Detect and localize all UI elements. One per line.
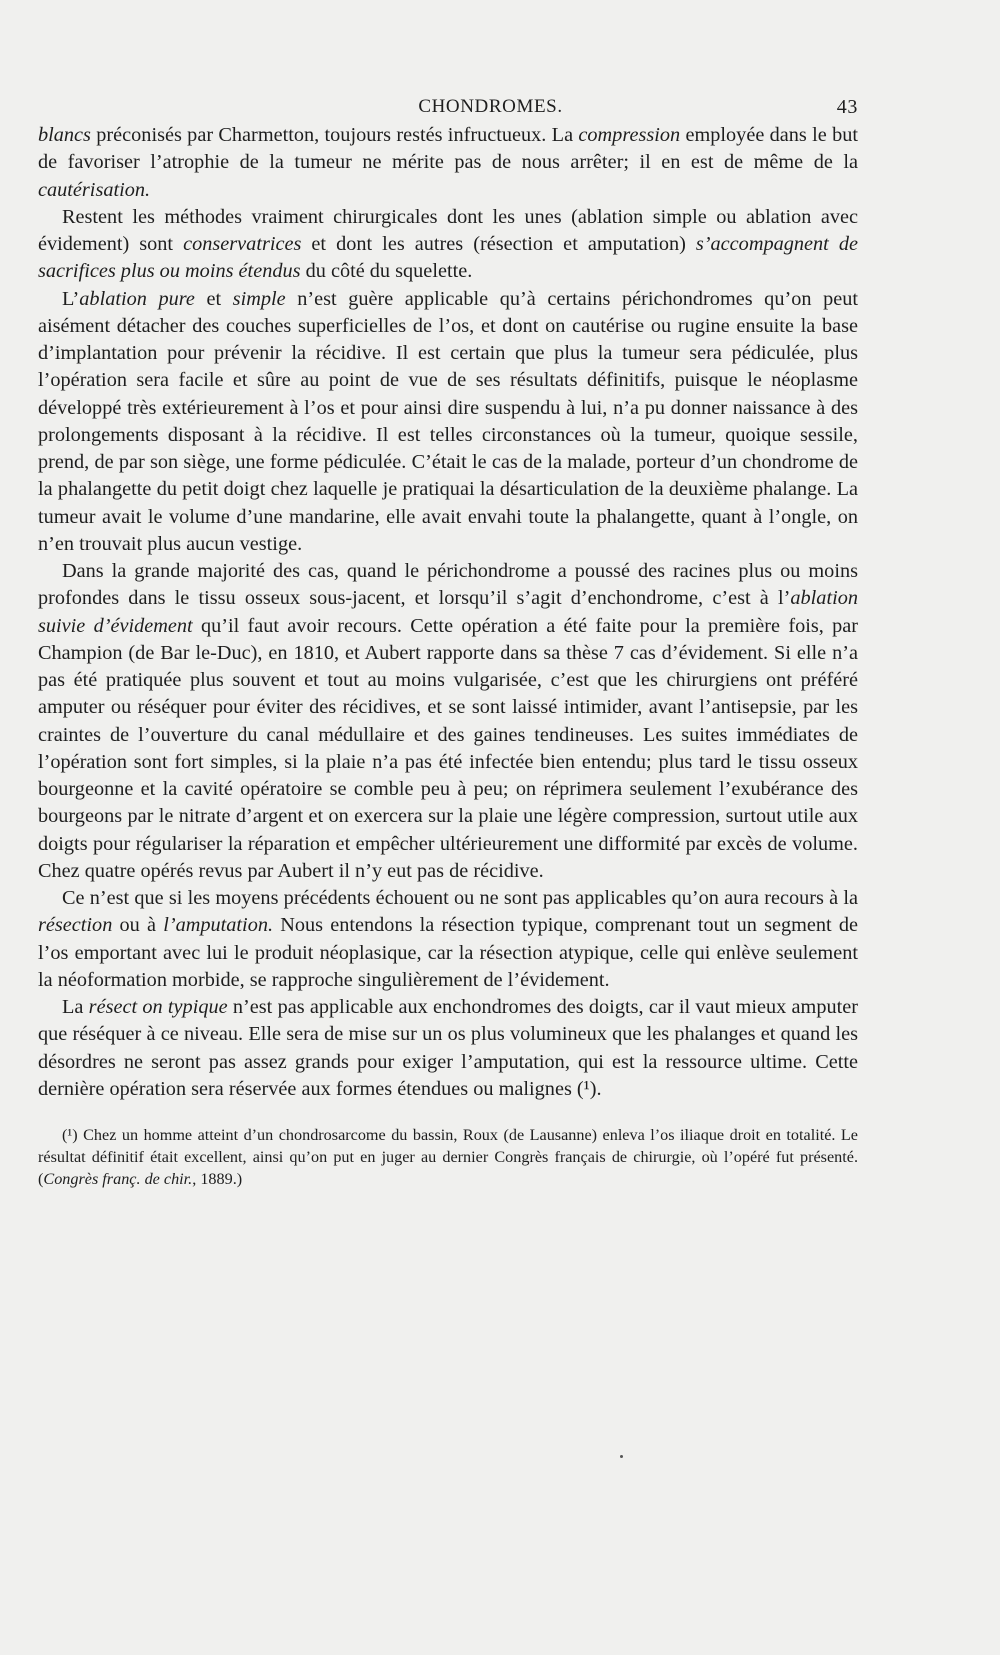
text-run: qu’il faut avoir recours. Cette opération a été faite pour la première fois, par Champion (de Bar le-Duc), en 1810, et Aubert rapporte dans sa thèse 7 cas d’évidement. Si elle n’a pas été pratiquée plus souvent et tout au moins vulgarisée, c’est que les chirurgiens ont préféré amputer ou réséquer pour éviter des récidives, et se sont laissé intimider, avant l’antisepsie, par les craintes de l’ouverture du canal médullaire et des gaines tendineuses. Les suites immédiates de l’opération sont fort simples, si la plaie n’a pas été infectée bien entendu; plus tard le tissu osseux bourgeonne et la cavité opératoire se comble peu à peu; on réprimera seulement l’exubérance des bourgeons par le nitrate d’argent et on exercera sur la plaie une légère compression, surtout utile aux doigts pour régulariser la réparation et empêcher ultérieurement une difformité par excès de volume. Chez quatre opérés revus par Aubert il n’y eut pas de récidive.: [38, 614, 858, 882]
text-run: employée dans le but de favoriser l’atrophie de la tumeur ne mérite pas de nous arrêter; il en est de même de la: [38, 124, 858, 174]
text-run: Ce n’est que si les moyens précédents échouent ou ne sont pas applicables qu’on aura recours à la: [62, 887, 858, 909]
body-text: [38, 122, 858, 1103]
paragraph-3: [38, 286, 858, 559]
text-run: préconisés par Charmetton, toujours restés infructueux. La: [90, 124, 579, 146]
text-run: compression: [578, 124, 681, 146]
text-run: s’accompagnent de sacrifices plus ou moins étendus: [38, 233, 858, 283]
text-run: blancs: [38, 124, 91, 146]
text-run: n’est guère applicable qu’à certains périchondromes qu’on peut aisément détacher des couches superficielles de l’os, et dont on cautérise ou rugine ensuite la base d’implantation pour prévenir la récidive. Il est certain que plus la tumeur sera pédiculée, plus l’opération sera facile et sûre au point de vue de ses résultats définitifs, puisque le néoplasme développé très extérieurement à l’os et pour ainsi dire suspendu à lui, n’a pu donner naissance à des prolongements disposant à la récidive. Il est telles circonstances où la tumeur, quoique sessile, prend, de par son siège, une forme pédiculée. C’était le cas de la malade, porteur d’un chondrome de la phalangette du petit doigt chez laquelle je pratiquai la désarticulation de la deuxième phalange. La tumeur avait le volume d’une mandarine, elle avait envahi toute la phalangette, quant à l’ongle, on n’en trouvait plus aucun vestige.: [38, 287, 858, 555]
paragraph-6: [38, 994, 858, 1103]
text-run: résection: [38, 914, 113, 937]
text-run: L’: [62, 287, 80, 310]
page-number: 43: [836, 96, 858, 118]
text-run: ablation pure: [79, 287, 195, 310]
text-run: Congrès franç. de chir.: [43, 1170, 193, 1188]
paragraph-5: [38, 885, 858, 994]
text-run: , 1889.): [192, 1170, 243, 1188]
text-run: n’est pas applicable aux enchondromes des doigts, car il vaut mieux amputer que réséquer à ce niveau. Elle sera de mise sur un os plus volumineux que les phalanges et quand les désordres ne seront pas assez grands pour exiger l’amputation, qui est la ressource ultime. Cette dernière opération sera réservée aux formes étendues ou malignes (¹).: [38, 996, 859, 1100]
paragraph-1: [38, 122, 858, 204]
text-run: simple: [232, 287, 286, 310]
running-head: [38, 92, 858, 122]
text-run: l’amputation.: [163, 914, 274, 937]
ink-speck: [620, 1455, 623, 1458]
footnote: [38, 1124, 858, 1190]
text-run: La: [62, 996, 89, 1018]
text-run: cautérisation.: [38, 178, 151, 201]
text-run: et dont les autres (résection et amputation): [301, 233, 696, 255]
text-run: Nous entendons la résection typique, comprenant tout un segment de l’os emportant avec lui le produit néoplasique, car la résection atypique, celle qui enlève seulement la néoformation morbide, se rapproche singulièrement de l’évidement.: [38, 914, 858, 991]
text-run: Dans la grande majorité des cas, quand le périchondrome a poussé des racines plus ou moins profondes dans le tissu osseux sous-jacent, et lorsqu’il s’agit d’enchondrome, c’est à l’: [38, 560, 858, 610]
text-run: conservatrices: [183, 233, 302, 255]
text-run: résect on typique: [88, 996, 228, 1018]
paragraph-4: [38, 558, 858, 885]
paragraph-2: [38, 204, 858, 286]
text-run: (¹) Chez un homme atteint d’un chondrosarcome du bassin, Roux (de Lausanne) enleva l’os iliaque droit en totalité. Le résultat définitif était excellent, ainsi qu’on put en juger au dernier Congrès français de chirurgie, où l’opéré fut présenté. (: [38, 1126, 858, 1188]
text-run: ablation suivie d’évidement: [38, 587, 858, 637]
text-run: et: [194, 287, 233, 310]
text-run: Restent les méthodes vraiment chirurgicales dont les unes (ablation simple ou ablation avec évidement) sont: [38, 205, 858, 255]
running-title: CHONDROMES.: [418, 96, 563, 117]
text-run: ou à: [112, 914, 164, 937]
text-run: du côté du squelette.: [300, 260, 473, 283]
